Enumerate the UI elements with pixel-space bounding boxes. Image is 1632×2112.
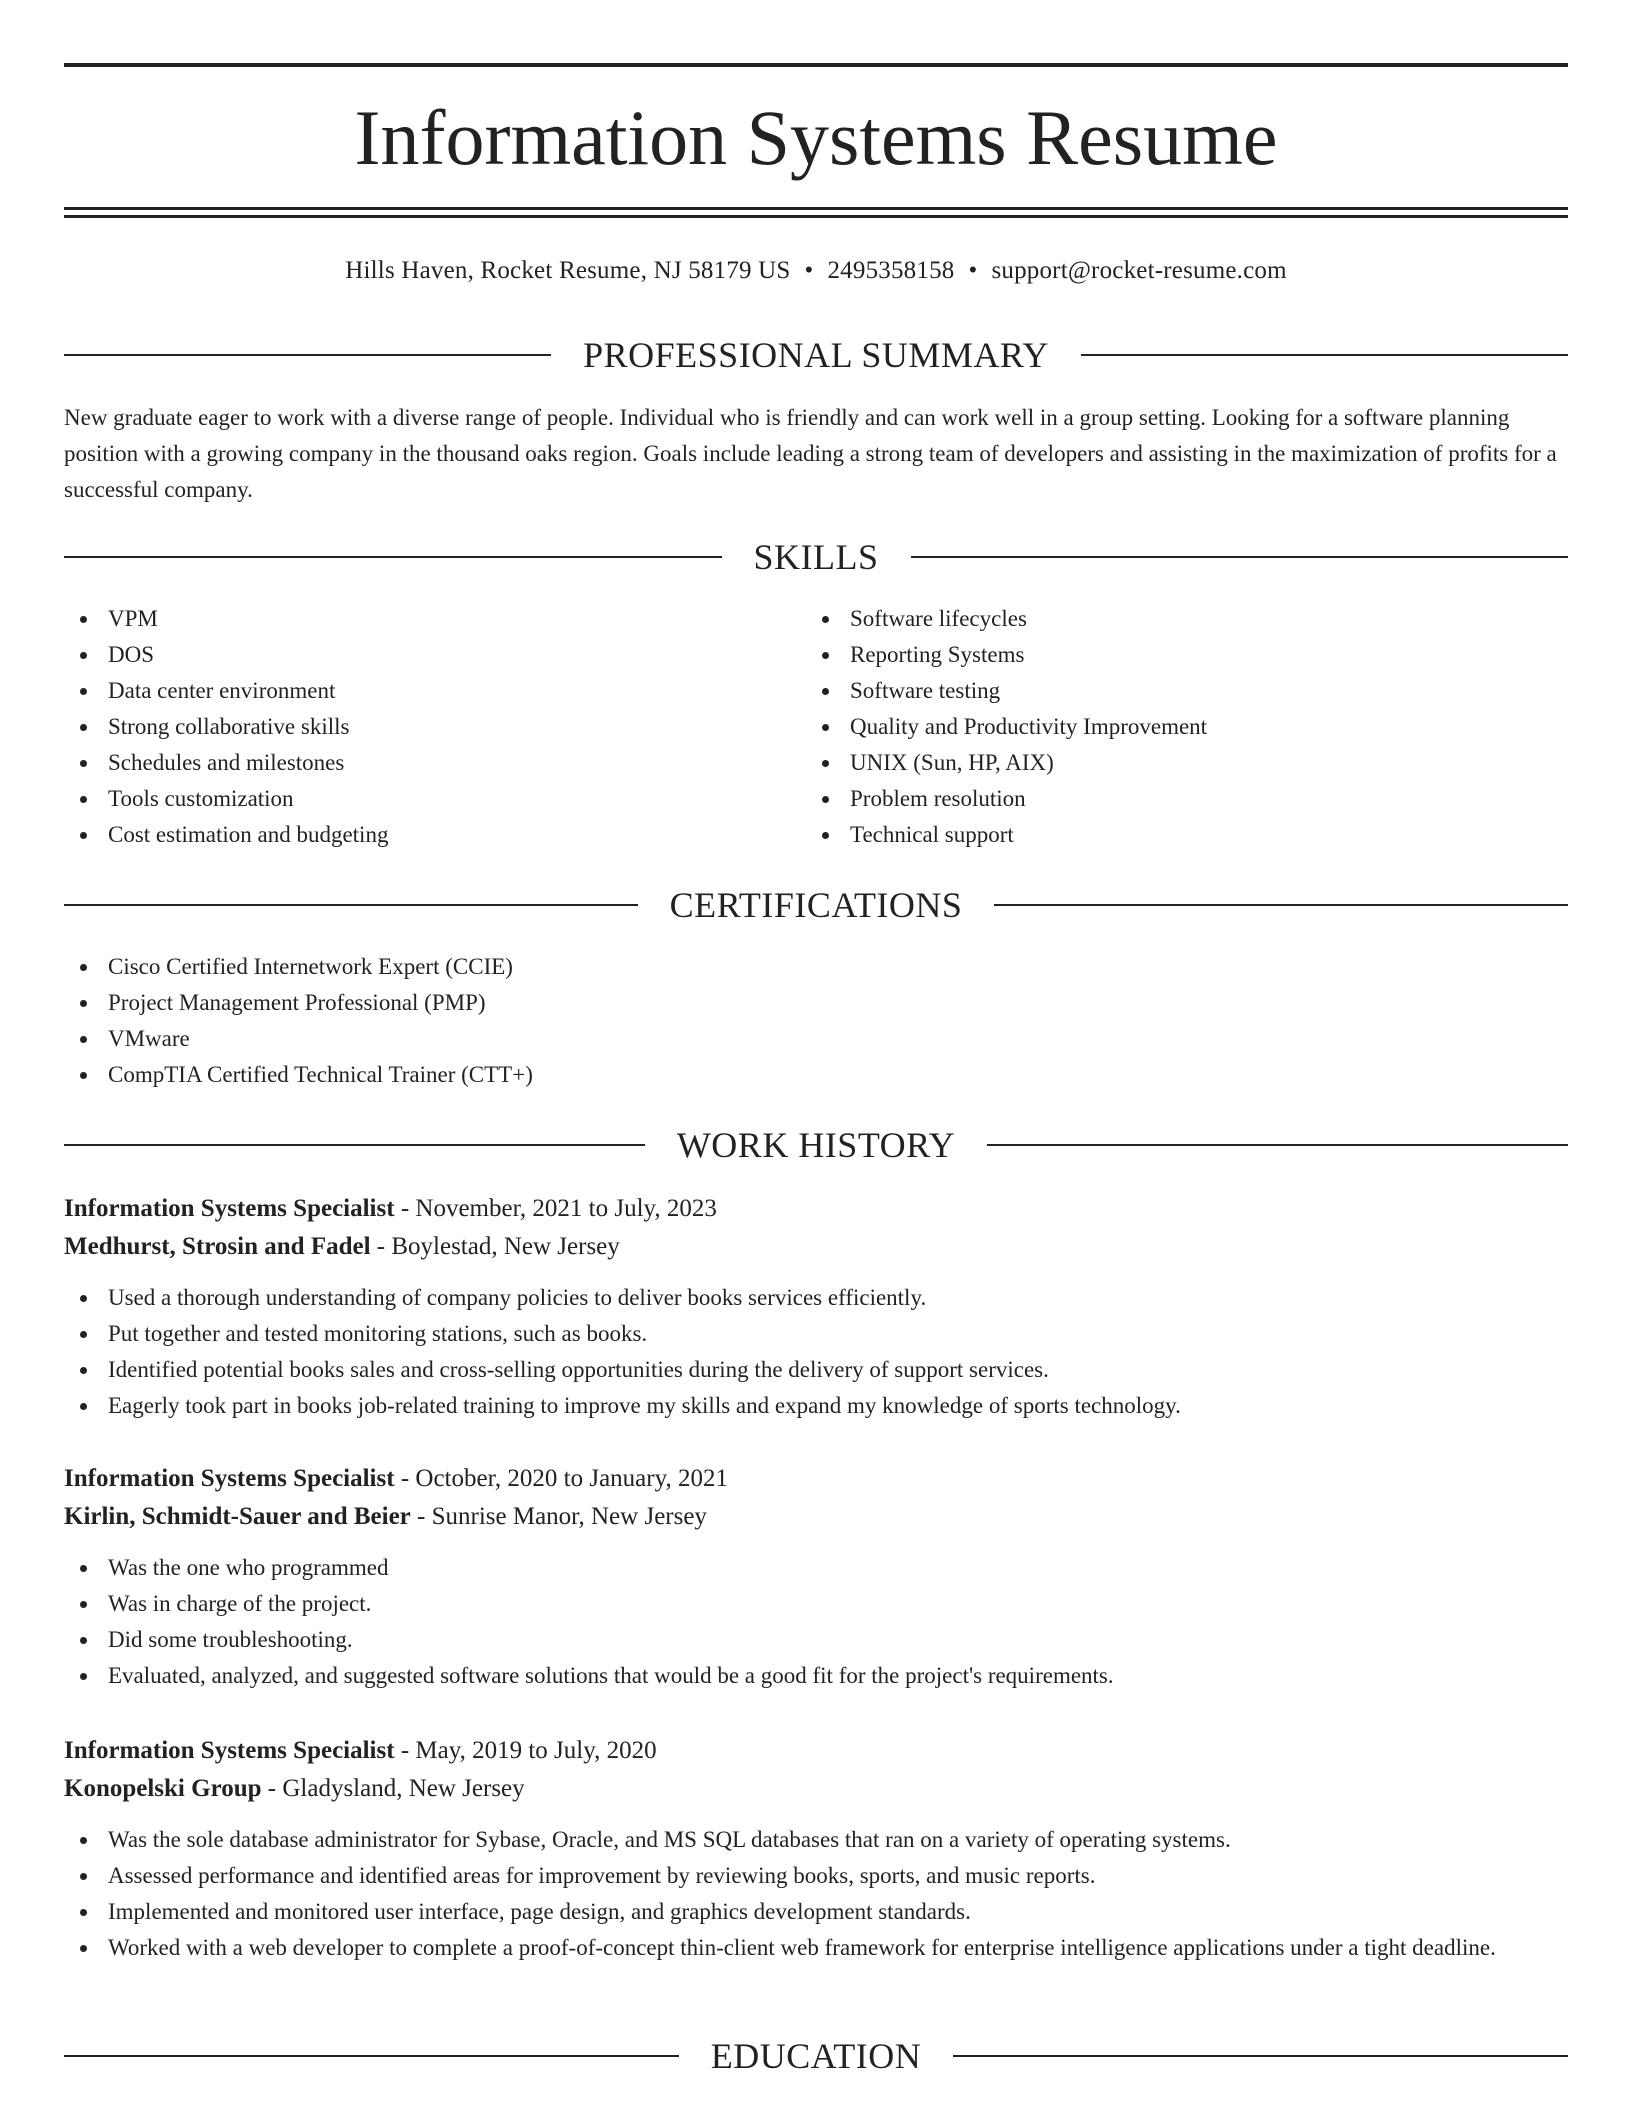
job-title-line (64, 1460, 1568, 1498)
job-bullets (64, 1550, 1568, 1694)
title-rule-upper (64, 207, 1568, 210)
job-title: Information Systems Specialist (64, 1465, 395, 1492)
job-dates: - October, 2020 to January, 2021 (394, 1465, 728, 1492)
job-location: - Sunrise Manor, New Jersey (410, 1503, 707, 1530)
divider-line (64, 1144, 645, 1146)
job-company: Kirlin, Schmidt-Sauer and Beier (64, 1503, 411, 1530)
section-header-education (64, 2036, 1568, 2076)
job-entry (64, 1190, 1568, 1424)
contact-separator: • (968, 257, 978, 284)
certification-item: VMware (64, 1021, 1564, 1057)
job-bullet: Implemented and monitored user interface, page design, and graphics development standards. (64, 1894, 1568, 1930)
job-company: Medhurst, Strosin and Fadel (64, 1233, 371, 1260)
job-entry (64, 1732, 1568, 1966)
summary-text: New graduate eager to work with a diverse range of people. Individual who is friendly and can work well in a group setting. Looking for a software planning position with a growing company in the thousand oaks region. Goals include leading a strong team of developers and assisting in the maximization of profits for a successful company. (64, 405, 1557, 502)
job-bullet: Worked with a web developer to complete a proof-of-concept thin-client web framework for enterprise intelligence applications under a tight deadline. (64, 1930, 1568, 1966)
job-company: Konopelski Group (64, 1775, 262, 1802)
divider-line (64, 354, 551, 356)
certification-item: CompTIA Certified Technical Trainer (CTT+) (64, 1057, 1564, 1093)
skill-item: Reporting Systems (806, 637, 1566, 673)
job-bullet: Was the one who programmed (64, 1550, 1568, 1586)
section-title: SKILLS (753, 537, 879, 577)
contact-separator: • (804, 257, 814, 284)
job-bullet: Identified potential books sales and cross-selling opportunities during the delivery of support services. (64, 1352, 1568, 1388)
section-header-summary (64, 335, 1568, 375)
divider-line (64, 2055, 679, 2057)
contact-email: support@rocket-resume.com (991, 257, 1287, 284)
job-location: - Boylestad, New Jersey (370, 1233, 620, 1260)
divider-line (64, 556, 722, 558)
job-bullet: Was in charge of the project. (64, 1586, 1568, 1622)
job-bullet: Used a thorough understanding of company policies to deliver books services efficiently. (64, 1280, 1568, 1316)
job-title-line (64, 1190, 1568, 1228)
contact-line (64, 255, 1568, 287)
job-title: Information Systems Specialist (64, 1195, 395, 1222)
skill-item: UNIX (Sun, HP, AIX) (806, 745, 1566, 781)
job-dates: - May, 2019 to July, 2020 (394, 1737, 657, 1764)
divider-line (1081, 354, 1568, 356)
job-company-line (64, 1498, 1568, 1536)
skill-item: Tools customization (64, 781, 764, 817)
skill-item: Strong collaborative skills (64, 709, 764, 745)
section-title: WORK HISTORY (676, 1125, 956, 1165)
resume-title: Information Systems Resume (354, 94, 1278, 181)
contact-phone: 2495358158 (827, 257, 955, 284)
skill-item: Data center environment (64, 673, 764, 709)
job-title: Information Systems Specialist (64, 1737, 395, 1764)
contact-address: Hills Haven, Rocket Resume, NJ 58179 US (345, 257, 791, 284)
job-title-line (64, 1732, 1568, 1770)
section-header-certifications (64, 885, 1568, 925)
section-title: EDUCATION (710, 2036, 922, 2076)
skills-list-left (64, 601, 764, 853)
skill-item: Technical support (806, 817, 1566, 853)
certification-item: Project Management Professional (PMP) (64, 985, 1564, 1021)
skill-item: Software lifecycles (806, 601, 1566, 637)
divider-line (64, 904, 638, 906)
skill-item: Schedules and milestones (64, 745, 764, 781)
job-dates: - November, 2021 to July, 2023 (394, 1195, 717, 1222)
job-bullet: Eagerly took part in books job-related training to improve my skills and expand my knowledge of sports technology. (64, 1388, 1568, 1424)
section-title: CERTIFICATIONS (669, 885, 963, 925)
job-company-line (64, 1228, 1568, 1266)
job-bullet: Was the sole database administrator for Sybase, Oracle, and MS SQL databases that ran on a variety of operating systems. (64, 1822, 1568, 1858)
certifications-list (64, 949, 1564, 1093)
job-bullet: Did some troubleshooting. (64, 1622, 1568, 1658)
skill-item: Problem resolution (806, 781, 1566, 817)
job-bullet: Put together and tested monitoring stations, such as books. (64, 1316, 1568, 1352)
divider-line (987, 1144, 1568, 1146)
job-location: - Gladysland, New Jersey (261, 1775, 525, 1802)
job-bullet: Evaluated, analyzed, and suggested software solutions that would be a good fit for the project's requirements. (64, 1658, 1568, 1694)
certification-item: Cisco Certified Internetwork Expert (CCIE) (64, 949, 1564, 985)
top-rule (64, 63, 1568, 67)
job-bullets (64, 1280, 1568, 1424)
skills-list-right (806, 601, 1566, 853)
divider-line (994, 904, 1568, 906)
skill-item: Quality and Productivity Improvement (806, 709, 1566, 745)
title-rule-lower (64, 215, 1568, 218)
divider-line (911, 556, 1569, 558)
section-header-skills (64, 537, 1568, 577)
skill-item: Cost estimation and budgeting (64, 817, 764, 853)
divider-line (953, 2055, 1568, 2057)
skill-item: Software testing (806, 673, 1566, 709)
job-bullet: Assessed performance and identified areas for improvement by reviewing books, sports, and music reports. (64, 1858, 1568, 1894)
skill-item: VPM (64, 601, 764, 637)
section-title: PROFESSIONAL SUMMARY (583, 335, 1049, 375)
job-bullets (64, 1822, 1568, 1966)
section-header-work-history (64, 1125, 1568, 1165)
job-entry (64, 1460, 1568, 1694)
job-company-line (64, 1770, 1568, 1808)
skill-item: DOS (64, 637, 764, 673)
